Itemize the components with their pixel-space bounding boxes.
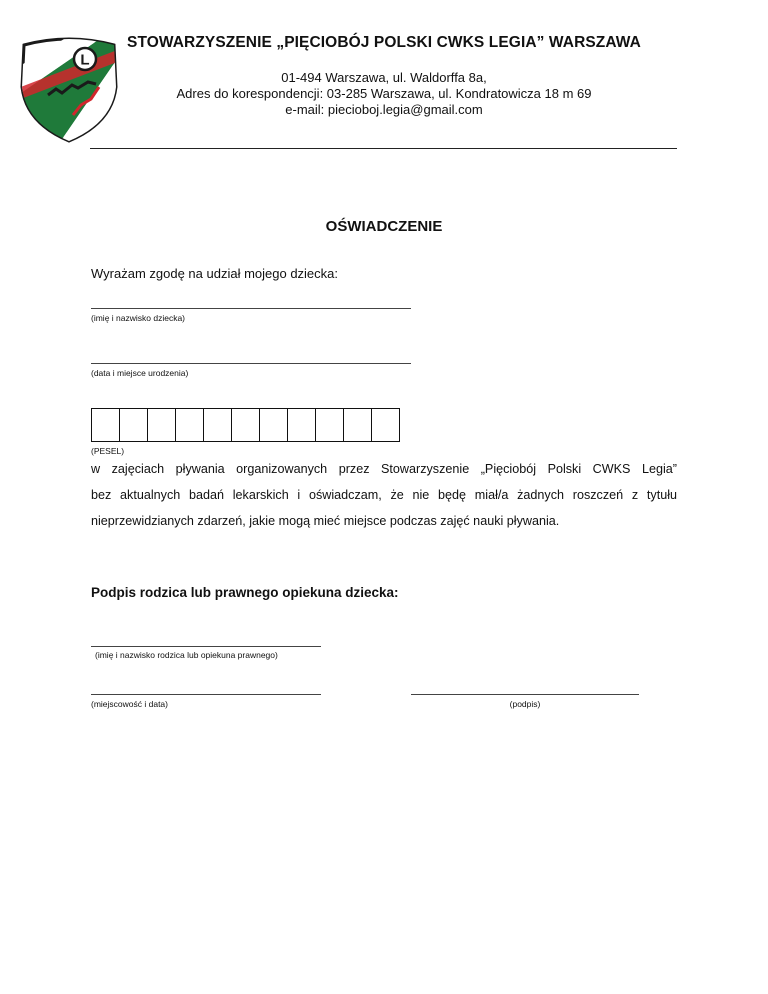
- pesel-digit-box[interactable]: [288, 409, 316, 441]
- document-title: OŚWIADCZENIE: [325, 218, 443, 235]
- pesel-digit-box[interactable]: [260, 409, 288, 441]
- consent-line: nieprzewidzianych zdarzeń, jakie mogą mieć miejsce podczas zajęć nauki pływania.: [91, 514, 560, 528]
- pesel-digit-box[interactable]: [120, 409, 148, 441]
- correspondence-address: Adres do korespondencji: 03-285 Warszawa, ul. Kondratowicza 18 m 69: [176, 86, 592, 101]
- child-name-line[interactable]: [91, 308, 411, 309]
- pesel-digit-box[interactable]: [148, 409, 176, 441]
- guardian-name-line[interactable]: [91, 646, 321, 647]
- pesel-digit-box[interactable]: [204, 409, 232, 441]
- signature-heading: Podpis rodzica lub prawnego opiekuna dziecka:: [91, 585, 399, 600]
- address-line: 01-494 Warszawa, ul. Waldorffa 8a,: [281, 70, 487, 85]
- pesel-digit-box[interactable]: [176, 409, 204, 441]
- consent-body: [91, 456, 677, 534]
- pesel-digit-box[interactable]: [316, 409, 344, 441]
- email-line: e-mail: piecioboj.legia@gmail.com: [285, 102, 483, 117]
- consent-intro: Wyrażam zgodę na udział mojego dziecka:: [91, 266, 339, 281]
- signature-caption: (podpis): [509, 699, 541, 709]
- pesel-digit-box[interactable]: [232, 409, 260, 441]
- consent-line: bez aktualnych badań lekarskich i oświadczam, że nie będę miał/a żadnych roszczeń z tytułu: [91, 488, 677, 502]
- birth-date-place-line[interactable]: [91, 363, 411, 364]
- pesel-digit-box[interactable]: [372, 409, 399, 441]
- organization-name: STOWARZYSZENIE „PIĘCIOBÓJ POLSKI CWKS LEGIA” WARSZAWA: [127, 34, 641, 51]
- pesel-boxes[interactable]: [91, 408, 400, 442]
- child-name-caption: (imię i nazwisko dziecka): [91, 313, 185, 323]
- birth-date-place-caption: (data i miejsce urodzenia): [91, 368, 189, 378]
- signature-line[interactable]: [411, 694, 639, 695]
- logo-letter: L: [80, 51, 90, 69]
- consent-line: w zajęciach pływania organizowanych przez Stowarzyszenie „Pięciobój Polski CWKS Legia”: [91, 462, 677, 476]
- place-date-caption: (miejscowość i data): [91, 699, 168, 709]
- place-date-line[interactable]: [91, 694, 321, 695]
- pesel-caption: (PESEL): [91, 446, 125, 456]
- header-divider: [90, 148, 677, 149]
- guardian-name-caption: (imię i nazwisko rodzica lub opiekuna prawnego): [95, 650, 278, 660]
- pesel-digit-box[interactable]: [92, 409, 120, 441]
- pesel-digit-box[interactable]: [344, 409, 372, 441]
